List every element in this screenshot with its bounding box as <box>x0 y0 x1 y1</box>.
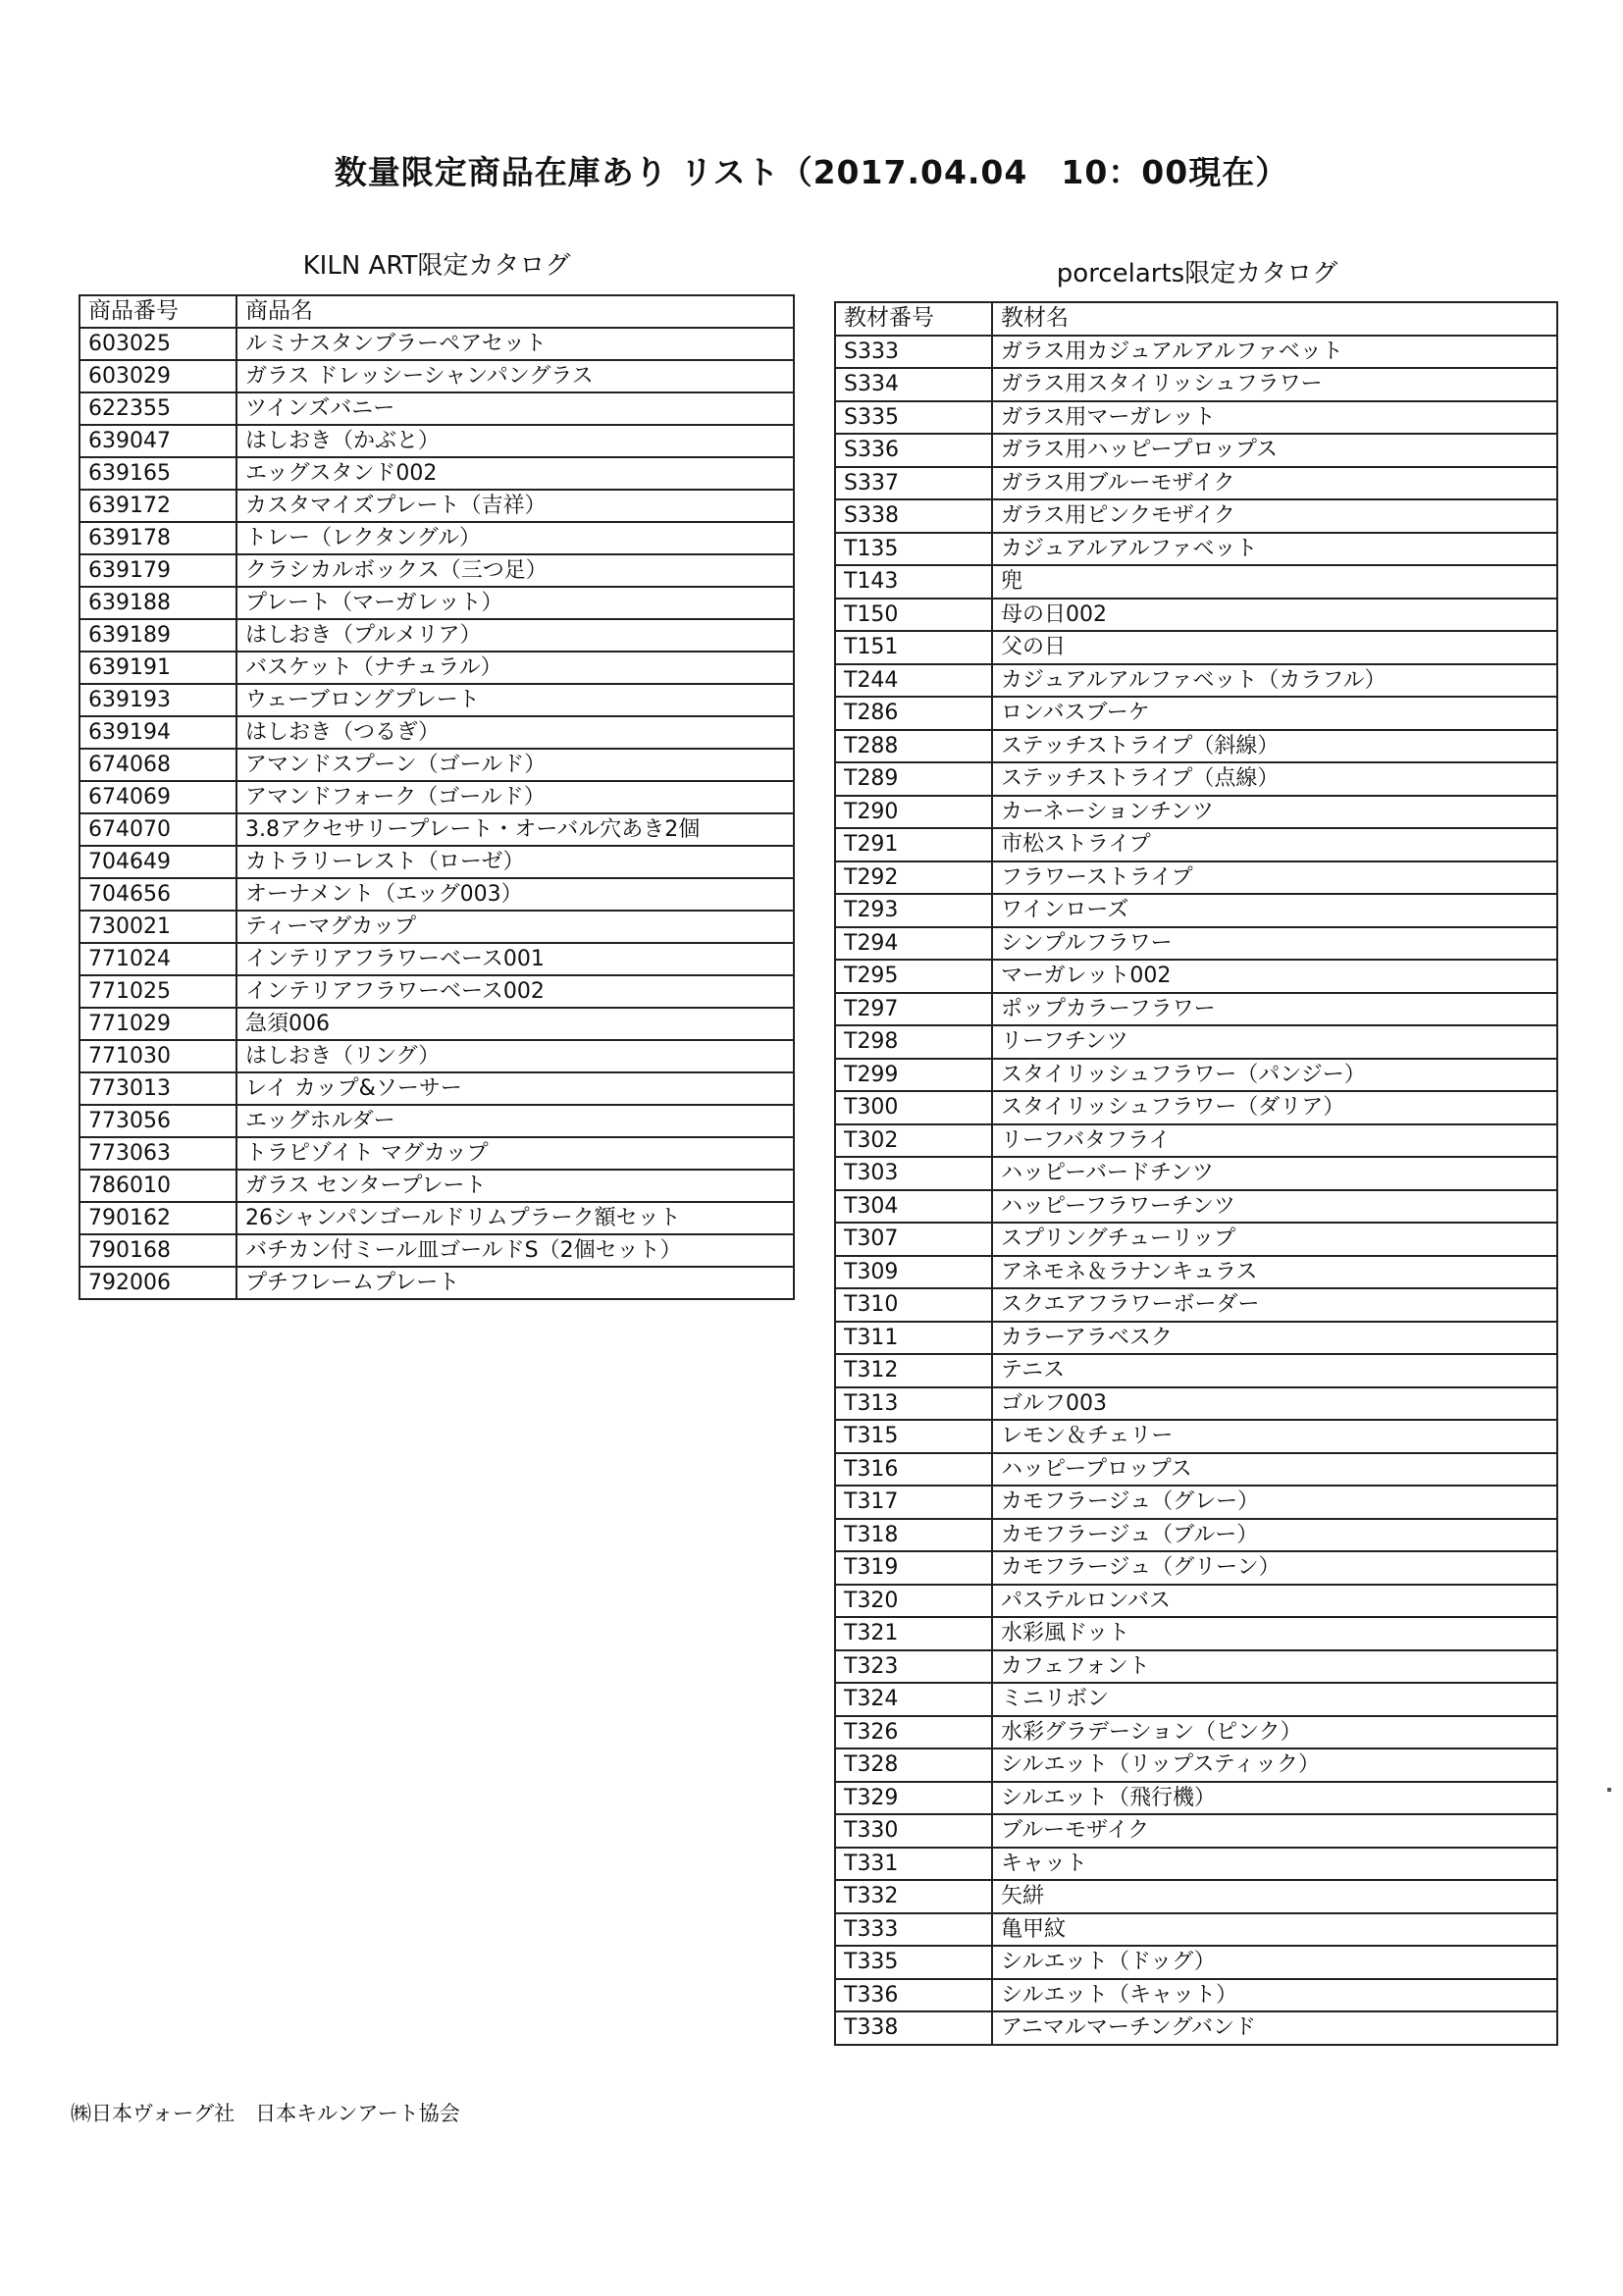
table-row <box>835 1288 1557 1322</box>
table-row <box>835 796 1557 829</box>
item-name-cell: パステルロンバス <box>992 1585 1557 1618</box>
item-code-cell: 639172 <box>79 490 236 522</box>
item-code-cell: T302 <box>835 1124 992 1158</box>
item-code-cell: T143 <box>835 565 992 599</box>
item-code-cell: 674069 <box>79 781 236 813</box>
table-row <box>79 1008 794 1040</box>
item-code-cell: 773013 <box>79 1072 236 1105</box>
item-code-cell: T315 <box>835 1420 992 1453</box>
item-code-cell: T317 <box>835 1486 992 1519</box>
table-row <box>835 1420 1557 1453</box>
table-row <box>835 1650 1557 1684</box>
item-code-cell: S334 <box>835 368 992 401</box>
item-name-cell: スプリングチューリップ <box>992 1223 1557 1256</box>
item-name-cell: 矢絣 <box>992 1880 1557 1913</box>
table-row <box>835 2011 1557 2045</box>
item-name-cell: はしおき（つるぎ） <box>236 716 794 749</box>
item-code-cell: 674070 <box>79 813 236 846</box>
table-row <box>79 911 794 943</box>
table-row <box>835 1519 1557 1552</box>
table-row <box>835 1387 1557 1421</box>
item-name-cell: ゴルフ003 <box>992 1387 1557 1421</box>
item-code-cell: S336 <box>835 434 992 467</box>
item-name-cell: スタイリッシュフラワー（パンジー） <box>992 1059 1557 1092</box>
item-name-cell: インテリアフラワーベース002 <box>236 975 794 1008</box>
item-name-cell: カトラリーレスト（ローゼ） <box>236 846 794 878</box>
table-row <box>79 328 794 360</box>
table-header-row <box>79 295 794 328</box>
item-code-cell: T286 <box>835 697 992 730</box>
item-name-cell: ティーマグカップ <box>236 911 794 943</box>
item-name-cell: レモン＆チェリー <box>992 1420 1557 1453</box>
table-row <box>835 599 1557 632</box>
item-code-cell: 639189 <box>79 619 236 652</box>
table-row <box>79 813 794 846</box>
table-row <box>835 368 1557 401</box>
table-row <box>835 1880 1557 1913</box>
item-name-cell: シルエット（リップスティック） <box>992 1748 1557 1782</box>
scan-speck <box>1607 1788 1611 1792</box>
item-code-cell: T336 <box>835 1979 992 2012</box>
item-code-cell: 771024 <box>79 943 236 975</box>
item-code-cell: S337 <box>835 467 992 500</box>
item-code-cell: 771030 <box>79 1040 236 1072</box>
item-code-cell: T288 <box>835 730 992 763</box>
item-code-cell: T318 <box>835 1519 992 1552</box>
item-name-cell: ブルーモザイク <box>992 1814 1557 1848</box>
table-row <box>79 846 794 878</box>
table-row <box>835 1946 1557 1979</box>
item-code-cell: T299 <box>835 1059 992 1092</box>
item-name-cell: 兜 <box>992 565 1557 599</box>
item-code-cell: 704649 <box>79 846 236 878</box>
table-row <box>79 392 794 425</box>
item-code-cell: 790162 <box>79 1202 236 1234</box>
table-row <box>835 1025 1557 1059</box>
item-code-cell: 786010 <box>79 1170 236 1202</box>
item-name-cell: カモフラージュ（グレー） <box>992 1486 1557 1519</box>
porcelarts-stock-table <box>834 301 1558 2046</box>
table-row <box>835 1848 1557 1881</box>
item-code-cell: T244 <box>835 664 992 698</box>
item-name-cell: ロンバスブーケ <box>992 697 1557 730</box>
item-name-cell: トレー（レクタングル） <box>236 522 794 554</box>
item-name-cell: ポップカラーフラワー <box>992 993 1557 1026</box>
table-row <box>835 565 1557 599</box>
table-row <box>79 554 794 587</box>
item-code-cell: T331 <box>835 1848 992 1881</box>
item-name-cell: スクエアフラワーボーダー <box>992 1288 1557 1322</box>
item-code-cell: 639047 <box>79 425 236 457</box>
kiln-art-catalog-title: KILN ART限定カタログ <box>302 251 571 281</box>
item-name-cell: ガラス用カジュアルアルファベット <box>992 336 1557 369</box>
table-row <box>835 1551 1557 1585</box>
item-code-cell: T307 <box>835 1223 992 1256</box>
item-name-cell: カジュアルアルファベット（カラフル） <box>992 664 1557 698</box>
material-name-header: 教材名 <box>992 302 1557 336</box>
item-code-cell: 771029 <box>79 1008 236 1040</box>
item-name-cell: カスタマイズプレート（吉祥） <box>236 490 794 522</box>
table-row <box>835 664 1557 698</box>
table-row <box>79 749 794 781</box>
item-name-cell: スタイリッシュフラワー（ダリア） <box>992 1091 1557 1124</box>
table-row <box>835 762 1557 796</box>
item-code-cell: T319 <box>835 1551 992 1585</box>
item-name-cell: シンプルフラワー <box>992 927 1557 961</box>
product-name-header: 商品名 <box>236 295 794 328</box>
item-name-cell: ミニリボン <box>992 1683 1557 1716</box>
item-name-cell: ガラス用ピンクモザイク <box>992 499 1557 533</box>
item-name-cell: トラピゾイト マグカップ <box>236 1137 794 1170</box>
item-code-cell: 603029 <box>79 360 236 392</box>
item-name-cell: アニマルマーチングバンド <box>992 2011 1557 2045</box>
item-code-cell: 603025 <box>79 328 236 360</box>
item-name-cell: 亀甲紋 <box>992 1913 1557 1947</box>
item-code-cell: 639191 <box>79 652 236 684</box>
table-row <box>79 587 794 619</box>
item-code-cell: 622355 <box>79 392 236 425</box>
table-row <box>79 1072 794 1105</box>
table-row <box>835 861 1557 895</box>
table-row <box>79 457 794 490</box>
table-row <box>79 975 794 1008</box>
item-code-cell: 639188 <box>79 587 236 619</box>
item-code-cell: T303 <box>835 1157 992 1190</box>
table-row <box>835 336 1557 369</box>
item-code-cell: 674068 <box>79 749 236 781</box>
item-name-cell: リーフチンツ <box>992 1025 1557 1059</box>
table-row <box>835 1091 1557 1124</box>
table-row <box>835 1486 1557 1519</box>
item-name-cell: シルエット（キャット） <box>992 1979 1557 2012</box>
item-code-cell: T150 <box>835 599 992 632</box>
item-code-cell: T151 <box>835 631 992 664</box>
table-row <box>835 401 1557 435</box>
item-code-cell: 773063 <box>79 1137 236 1170</box>
item-name-cell: ハッピープロップス <box>992 1453 1557 1487</box>
item-code-cell: T297 <box>835 993 992 1026</box>
item-name-cell: プレート（マーガレット） <box>236 587 794 619</box>
item-name-cell: マーガレット002 <box>992 960 1557 993</box>
item-code-cell: T321 <box>835 1617 992 1650</box>
table-row <box>79 1137 794 1170</box>
item-name-cell: カモフラージュ（ブルー） <box>992 1519 1557 1552</box>
table-row <box>835 1683 1557 1716</box>
item-code-cell: T338 <box>835 2011 992 2045</box>
item-name-cell: ハッピーバードチンツ <box>992 1157 1557 1190</box>
table-row <box>835 1190 1557 1224</box>
item-name-cell: カラーアラベスク <box>992 1322 1557 1355</box>
item-code-cell: T328 <box>835 1748 992 1782</box>
item-name-cell: シルエット（ドッグ） <box>992 1946 1557 1979</box>
item-name-cell: レイ カップ&ソーサー <box>236 1072 794 1105</box>
item-code-cell: T316 <box>835 1453 992 1487</box>
table-row <box>835 1059 1557 1092</box>
table-row <box>835 828 1557 861</box>
item-name-cell: シルエット（飛行機） <box>992 1782 1557 1815</box>
table-row <box>79 1267 794 1299</box>
item-code-cell: T329 <box>835 1782 992 1815</box>
table-row <box>79 716 794 749</box>
item-code-cell: T289 <box>835 762 992 796</box>
item-code-cell: T298 <box>835 1025 992 1059</box>
item-name-cell: カーネーションチンツ <box>992 796 1557 829</box>
item-name-cell: ガラス ドレッシーシャンパングラス <box>236 360 794 392</box>
item-code-cell: 639194 <box>79 716 236 749</box>
table-row <box>79 1202 794 1234</box>
item-code-cell: S335 <box>835 401 992 435</box>
table-row <box>79 684 794 716</box>
table-row <box>835 631 1557 664</box>
item-name-cell: ステッチストライプ（斜線） <box>992 730 1557 763</box>
item-name-cell: アネモネ＆ラナンキュラス <box>992 1256 1557 1289</box>
table-row <box>835 1223 1557 1256</box>
table-row <box>835 1913 1557 1947</box>
item-name-cell: ガラス用ブルーモザイク <box>992 467 1557 500</box>
item-name-cell: ステッチストライプ（点線） <box>992 762 1557 796</box>
item-code-cell: T304 <box>835 1190 992 1224</box>
item-name-cell: フラワーストライプ <box>992 861 1557 895</box>
item-code-cell: 773056 <box>79 1105 236 1137</box>
item-name-cell: ルミナスタンブラーペアセット <box>236 328 794 360</box>
table-row <box>79 1105 794 1137</box>
item-code-cell: T323 <box>835 1650 992 1684</box>
item-code-cell: T310 <box>835 1288 992 1322</box>
item-code-cell: 704656 <box>79 878 236 911</box>
table-row <box>835 697 1557 730</box>
table-row <box>835 1716 1557 1749</box>
table-row <box>835 1748 1557 1782</box>
item-name-cell: はしおき（リング） <box>236 1040 794 1072</box>
page-title: 数量限定商品在庫あり リスト（2017.04.04 10：00現在） <box>334 153 1289 191</box>
item-name-cell: 水彩風ドット <box>992 1617 1557 1650</box>
table-row <box>835 1782 1557 1815</box>
item-code-cell: T333 <box>835 1913 992 1947</box>
item-code-cell: 639179 <box>79 554 236 587</box>
table-row <box>835 894 1557 927</box>
item-name-cell: キャット <box>992 1848 1557 1881</box>
item-code-cell: T292 <box>835 861 992 895</box>
item-name-cell: 父の日 <box>992 631 1557 664</box>
table-row <box>79 522 794 554</box>
table-row <box>79 1234 794 1267</box>
table-row <box>835 1453 1557 1487</box>
material-number-header: 教材番号 <box>835 302 992 336</box>
table-row <box>835 927 1557 961</box>
item-name-cell: エッグスタンド002 <box>236 457 794 490</box>
item-name-cell: バチカン付ミール皿ゴールドS（2個セット） <box>236 1234 794 1267</box>
item-name-cell: 急須006 <box>236 1008 794 1040</box>
item-name-cell: カジュアルアルファベット <box>992 533 1557 566</box>
table-row <box>79 943 794 975</box>
table-row <box>79 652 794 684</box>
item-code-cell: T332 <box>835 1880 992 1913</box>
item-code-cell: T290 <box>835 796 992 829</box>
item-code-cell: 639165 <box>79 457 236 490</box>
table-row <box>79 619 794 652</box>
table-row <box>835 533 1557 566</box>
table-row <box>79 425 794 457</box>
table-row <box>835 993 1557 1026</box>
item-code-cell: T135 <box>835 533 992 566</box>
item-name-cell: プチフレームプレート <box>236 1267 794 1299</box>
item-code-cell: 792006 <box>79 1267 236 1299</box>
item-code-cell: T295 <box>835 960 992 993</box>
item-code-cell: T311 <box>835 1322 992 1355</box>
item-code-cell: 639193 <box>79 684 236 716</box>
table-header-row <box>835 302 1557 336</box>
item-code-cell: T300 <box>835 1091 992 1124</box>
item-code-cell: T326 <box>835 1716 992 1749</box>
item-code-cell: S338 <box>835 499 992 533</box>
item-code-cell: T324 <box>835 1683 992 1716</box>
porcelarts-catalog-title: porcelarts限定カタログ <box>1056 259 1338 288</box>
table-row <box>79 1040 794 1072</box>
item-name-cell: ワインローズ <box>992 894 1557 927</box>
item-code-cell: 790168 <box>79 1234 236 1267</box>
item-name-cell: 水彩グラデーション（ピンク） <box>992 1716 1557 1749</box>
item-name-cell: ガラス用ハッピープロップス <box>992 434 1557 467</box>
item-name-cell: 3.8アクセサリープレート・オーバル穴あき2個 <box>236 813 794 846</box>
item-name-cell: ハッピーフラワーチンツ <box>992 1190 1557 1224</box>
item-code-cell: T293 <box>835 894 992 927</box>
item-name-cell: アマンドスプーン（ゴールド） <box>236 749 794 781</box>
item-code-cell: T320 <box>835 1585 992 1618</box>
item-name-cell: ガラス センタープレート <box>236 1170 794 1202</box>
table-row <box>835 1585 1557 1618</box>
item-name-cell: アマンドフォーク（ゴールド） <box>236 781 794 813</box>
table-row <box>835 1979 1557 2012</box>
item-name-cell: オーナメント（エッグ003） <box>236 878 794 911</box>
item-name-cell: ガラス用スタイリッシュフラワー <box>992 368 1557 401</box>
item-name-cell: 市松ストライプ <box>992 828 1557 861</box>
item-name-cell: バスケット（ナチュラル） <box>236 652 794 684</box>
item-name-cell: はしおき（かぶと） <box>236 425 794 457</box>
item-name-cell: カフェフォント <box>992 1650 1557 1684</box>
item-name-cell: はしおき（プルメリア） <box>236 619 794 652</box>
table-row <box>835 1322 1557 1355</box>
table-row <box>79 1170 794 1202</box>
product-number-header: 商品番号 <box>79 295 236 328</box>
item-name-cell: テニス <box>992 1354 1557 1387</box>
item-code-cell: 639178 <box>79 522 236 554</box>
item-name-cell: エッグホルダー <box>236 1105 794 1137</box>
item-name-cell: ウェーブロングプレート <box>236 684 794 716</box>
item-code-cell: S333 <box>835 336 992 369</box>
item-code-cell: T291 <box>835 828 992 861</box>
item-name-cell: リーフバタフライ <box>992 1124 1557 1158</box>
item-code-cell: T309 <box>835 1256 992 1289</box>
item-name-cell: インテリアフラワーベース001 <box>236 943 794 975</box>
item-code-cell: T330 <box>835 1814 992 1848</box>
table-row <box>79 878 794 911</box>
table-row <box>79 360 794 392</box>
table-row <box>835 1124 1557 1158</box>
table-row <box>835 960 1557 993</box>
publisher-footer: ㈱日本ヴォーグ社 日本キルンアート協会 <box>71 2102 460 2125</box>
table-row <box>835 1617 1557 1650</box>
item-code-cell: T335 <box>835 1946 992 1979</box>
item-name-cell: 母の日002 <box>992 599 1557 632</box>
item-code-cell: T294 <box>835 927 992 961</box>
table-row <box>835 1256 1557 1289</box>
table-row <box>835 730 1557 763</box>
table-row <box>835 1354 1557 1387</box>
item-name-cell: ガラス用マーガレット <box>992 401 1557 435</box>
item-name-cell: カモフラージュ（グリーン） <box>992 1551 1557 1585</box>
item-code-cell: 730021 <box>79 911 236 943</box>
item-code-cell: T312 <box>835 1354 992 1387</box>
table-row <box>79 490 794 522</box>
item-name-cell: 26シャンパンゴールドリムプラーク額セット <box>236 1202 794 1234</box>
item-name-cell: クラシカルボックス（三つ足） <box>236 554 794 587</box>
table-row <box>835 467 1557 500</box>
table-row <box>835 1814 1557 1848</box>
table-row <box>835 434 1557 467</box>
table-row <box>835 499 1557 533</box>
item-code-cell: T313 <box>835 1387 992 1421</box>
item-code-cell: 771025 <box>79 975 236 1008</box>
kiln-art-stock-table <box>79 294 795 1300</box>
item-name-cell: ツインズバニー <box>236 392 794 425</box>
table-row <box>79 781 794 813</box>
table-row <box>835 1157 1557 1190</box>
